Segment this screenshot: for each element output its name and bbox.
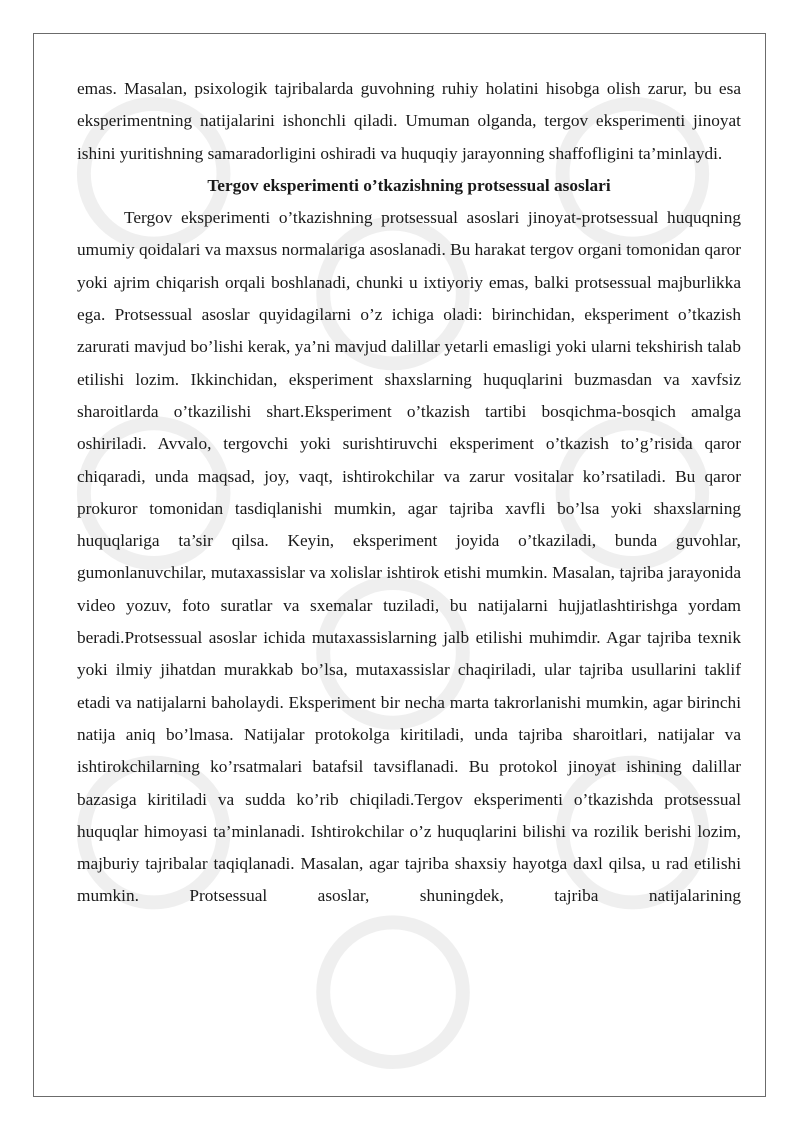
- section-heading: Tergov eksperimenti o’tkazishning protsessual asoslari: [207, 175, 611, 195]
- document-body: [77, 73, 741, 913]
- continuation-paragraph: emas. Masalan, psixologik tajribalarda guvohning ruhiy holatini hisobga olish zarur, bu esa eksperimentning natijalarini ishonchli qiladi. Umuman olganda, tergov eksperimenti jinoyat ishini yuritishning samaradorligini oshiradi va huquqiy jarayonning shaffofligini ta’minlaydi.: [77, 79, 741, 163]
- body-paragraph: Tergov eksperimenti o’tkazishning protsessual asoslari jinoyat-protsessual huquqning umumiy qoidalari va maxsus normalariga asoslanadi. Bu harakat tergov organi tomonidan qaror yoki ajrim chiqarish orqali boshlanadi, chunki u ixtiyoriy emas, balki protsessual majburlikka ega. Protsessual asoslar quyidagilarni o’z ichiga oladi: birinchidan, eksperiment o’tkazish zarurati mavjud bo’lishi kerak, ya’ni mavjud dalillar yetarli emasligi yoki ularni tekshirish talab etilishi lozim. Ikkinchidan, eksperiment shaxslarning huquqlarini buzmasdan va xavfsiz sharoitlarda o’tkazilishi shart.Eksperiment o’tkazish tartibi bosqichma-bosqich amalga oshiriladi. Avvalo, tergovchi yoki surishtiruvchi eksperiment o’tkazish to’g’risida qaror chiqaradi, unda maqsad, joy, vaqt, ishtirokchilar va zarur vositalar ko’rsatiladi. Bu qaror prokuror tomonidan tasdiqlanishi mumkin, agar tajriba xavfli bo’lsa yoki shaxslarning huquqlariga ta’sir qilsa. Keyin, eksperiment joyida o’tkaziladi, bunda guvohlar, gumonlanuvchilar, mutaxassislar va xolislar ishtirok etishi mumkin. Masalan, tajriba jarayonida video yozuv, foto suratlar va sxemalar tuziladi, bu natijalarni hujjatlashtirishga yordam beradi.Protsessual asoslar ichida mutaxassislarning jalb etilishi muhimdir. Agar tajriba texnik yoki ilmiy jihatdan murakkab bo’lsa, mutaxassislar chaqiriladi, ular tajriba usullarini taklif etadi va natijalarni baholaydi. Eksperiment bir necha marta takrorlanishi mumkin, agar birinchi natija aniq bo’lmasa. Natijalar protokolga kiritiladi, unda tajriba sharoitlari, natijalar va ishtirokchilarning ko’rsatmalari batafsil tavsiflanadi. Bu protokol jinoyat ishining dalillar bazasiga kiritiladi va sudda ko’rib chiqiladi.Tergov eksperimenti o’tkazishda protsessual huquqlar himoyasi ta’minlanadi. Ishtirokchilar o’z huquqlarini bilishi va rozilik berishi lozim, majburiy tajribalar taqiqlanadi. Masalan, agar tajriba shaxsiy hayotga daxl qilsa, u rad etilishi mumkin. Protsessual asoslar, shuningdek, tajriba natijalarining: [77, 208, 741, 906]
